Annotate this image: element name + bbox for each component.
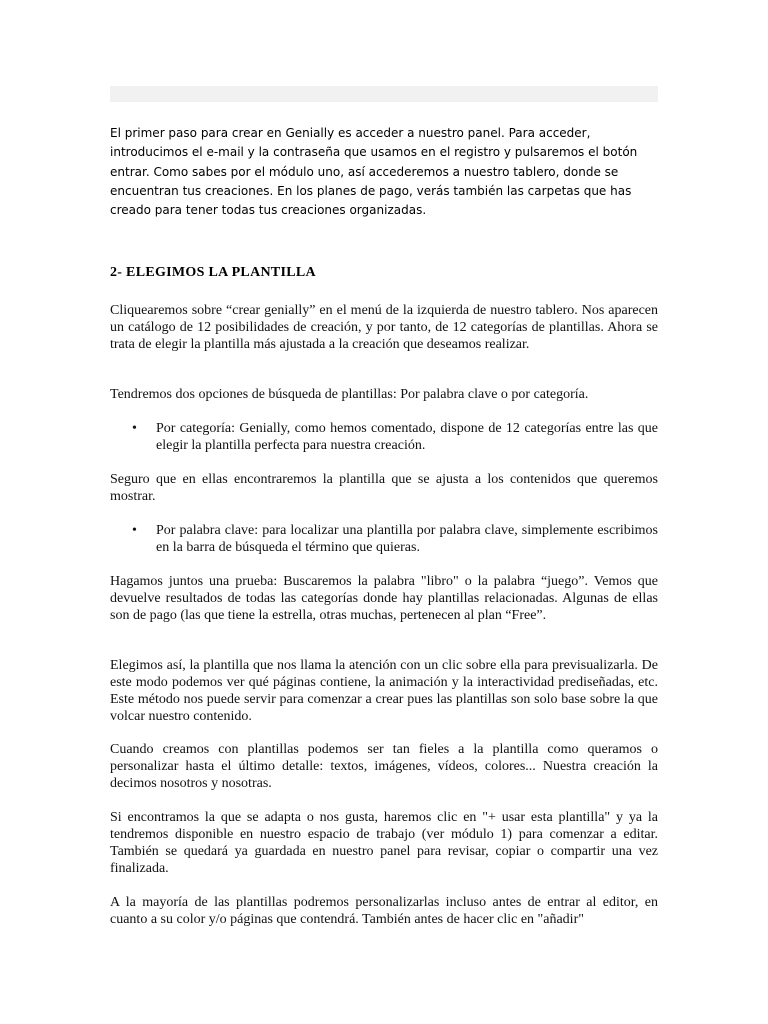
paragraph-7: Si encontramos la que se adapta o nos gusta, haremos clic en "+ usar esta plantilla" y ya la tendremos disponible en nuestro espacio de trabajo (ver módulo 1) para comenzar a editar. También se quedará ya guardada en nuestro panel para revisar, copiar o compartir una vez finalizada. <box>110 810 658 876</box>
paragraph-2: Tendremos dos opciones de búsqueda de plantillas: Por palabra clave o por categoría. <box>110 387 589 402</box>
intro-paragraph: El primer paso para crear en Genially es acceder a nuestro panel. Para acceder, introducimos el e-mail y la contraseña que usamos en el registro y pulsaremos el botón entrar. Como sabes por el módulo uno, así accederemos a nuestro tablero, donde se encuentran tus creaciones. En los planes de pago, verás también las carpetas que has creado para tener todas tus creaciones organizadas. <box>110 126 638 218</box>
paragraph-5: Elegimos así, la plantilla que nos llama la atención con un clic sobre ella para previsualizarla. De este modo podemos ver qué páginas contiene, la animación y la interactividad prediseñadas, etc. Este método nos puede servir para comenzar a crear pues las plantillas son solo base sobre la que volcar nuestro contenido. <box>110 658 658 724</box>
bullet-text: Por palabra clave: para localizar una plantilla por palabra clave, simplemente escribimos en la barra de búsqueda el término que quieras. <box>156 523 658 555</box>
header-bar <box>110 86 658 102</box>
bullet-icon: • <box>132 421 137 436</box>
paragraph-6: Cuando creamos con plantillas podemos ser tan fieles a la plantilla como queramos o personalizar hasta el último detalle: textos, imágenes, vídeos, colores... Nuestra creación la decimos nosotros y nosotras. <box>110 742 658 791</box>
bullet-item-category <box>110 420 658 454</box>
paragraph-3: Seguro que en ellas encontraremos la plantilla que se ajusta a los contenidos que queremos mostrar. <box>110 472 658 504</box>
bullet-item-keyword <box>110 522 658 556</box>
paragraph-4: Hagamos juntos una prueba: Buscaremos la palabra "libro" o la palabra “juego”. Vemos que devuelve resultados de todas las categorías donde hay plantillas relacionadas. Algunas de ellas son de pago (las que tiene la estrella, otras muchas, pertenecen al plan “Free”. <box>110 574 658 623</box>
paragraph-1: Cliquearemos sobre “crear genially” en el menú de la izquierda de nuestro tablero. Nos aparecen un catálogo de 12 posibilidades de creación, y por tanto, de 12 categorías de plantillas. Ahora se trata de elegir la plantilla más ajustada a la creación que deseamos realizar. <box>110 303 658 352</box>
bullet-text: Por categoría: Genially, como hemos comentado, dispone de 12 categorías entre las que elegir la plantilla perfecta para nuestra creación. <box>156 421 658 453</box>
section-heading: 2- ELEGIMOS LA PLANTILLA <box>110 265 316 280</box>
bullet-icon: • <box>132 523 137 538</box>
paragraph-8: A la mayoría de las plantillas podremos personalizarlas incluso antes de entrar al editor, en cuanto a su color y/o páginas que contendrá. También antes de hacer clic en "añadir" <box>110 895 658 927</box>
